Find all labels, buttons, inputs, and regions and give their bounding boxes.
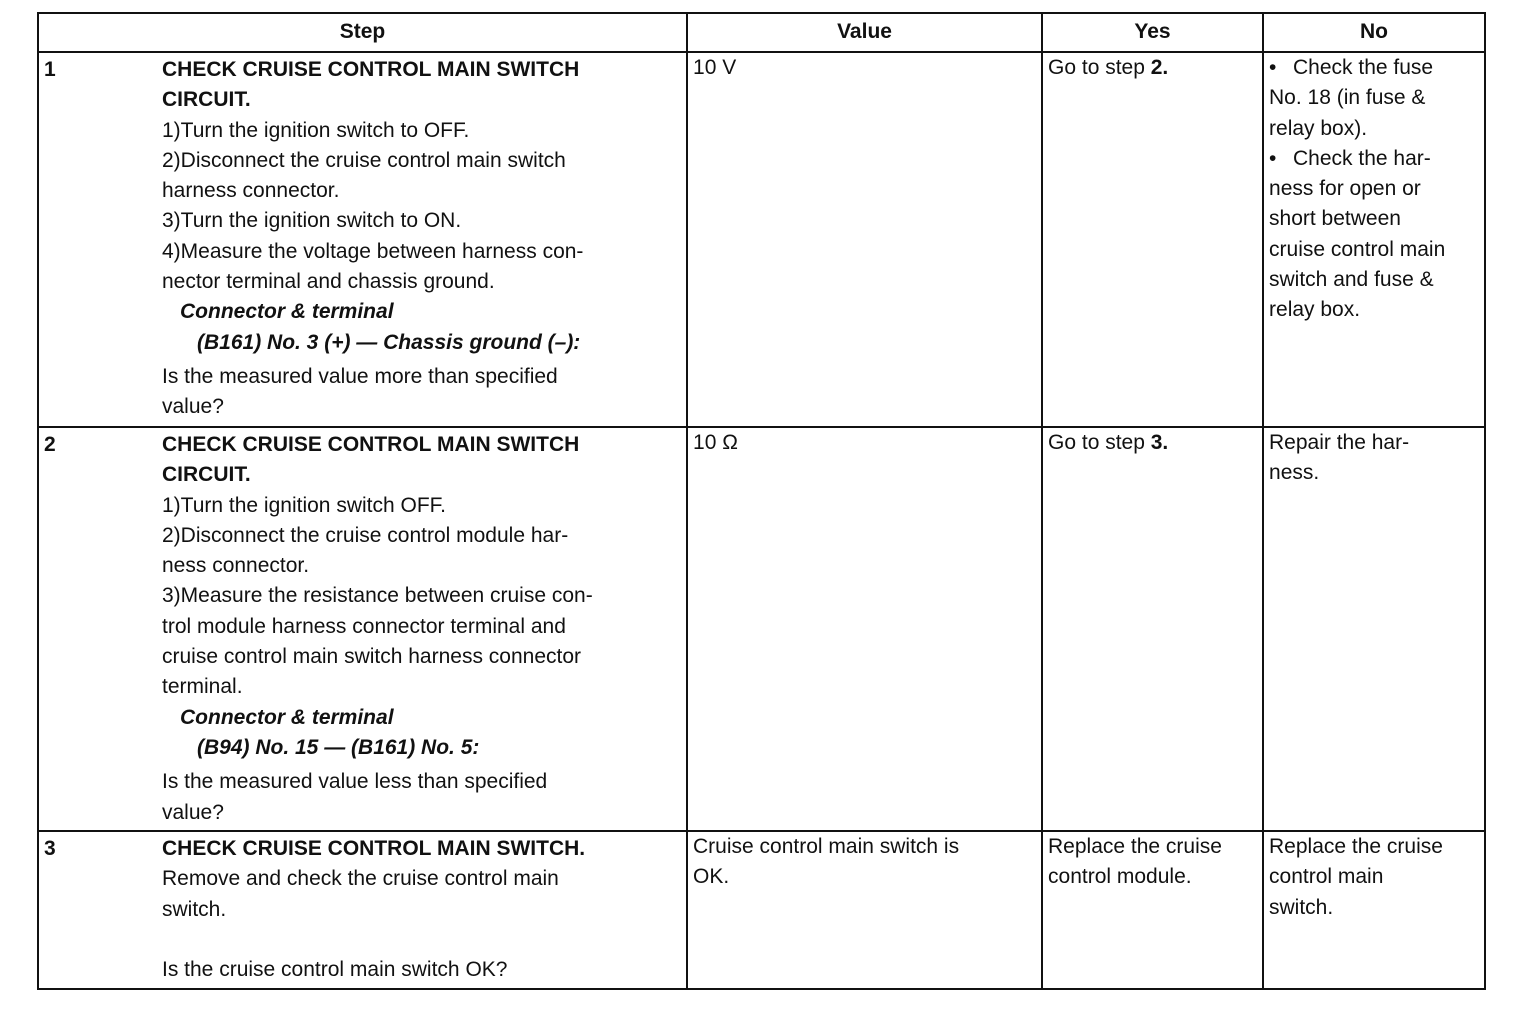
question-line: Is the measured value less than specified (162, 770, 548, 794)
step-cell (161, 831, 687, 989)
connector-terminal: (B94) No. 15 — (B161) No. 5: (197, 735, 480, 759)
question-line: Is the measured value more than specified (162, 364, 558, 388)
no-line: short between (1269, 207, 1401, 231)
step-title: CHECK CRUISE CONTROL MAIN SWITCH (162, 433, 580, 456)
no-line: cruise control main (1269, 237, 1446, 261)
value-line: Cruise control main switch is (693, 835, 960, 858)
value-line: OK. (693, 865, 730, 889)
yes-line: control module. (1048, 865, 1192, 889)
value-cell: 10 Ω (687, 427, 1042, 831)
yes-step-number: 3. (1150, 431, 1169, 454)
step-title: CIRCUIT. (162, 88, 251, 112)
instruction-line: terminal. (162, 675, 243, 699)
header-no: No (1263, 13, 1485, 52)
instruction-line: 3)Measure the resistance between cruise con- (162, 584, 593, 608)
instruction-line: 1)Turn the ignition switch OFF. (162, 493, 446, 517)
no-bullet-item (1269, 144, 1480, 174)
no-line: Check the fuse (1293, 56, 1434, 79)
table-row (38, 52, 1485, 427)
instruction-line: Remove and check the cruise control main (162, 867, 559, 891)
bullet-icon: • (1269, 56, 1277, 79)
no-line: control main (1269, 865, 1384, 889)
yes-cell (1042, 427, 1263, 831)
value-cell (687, 831, 1042, 989)
table-row (38, 831, 1485, 989)
yes-step-number: 2. (1150, 56, 1169, 79)
no-line: No. 18 (in fuse & (1269, 86, 1426, 110)
no-line: relay box. (1269, 298, 1361, 322)
no-line: Replace the cruise (1269, 835, 1443, 858)
diagnostic-table (37, 12, 1486, 990)
step-cell (161, 427, 687, 831)
question-line: Is the cruise control main switch OK? (162, 957, 508, 981)
step-title: CHECK CRUISE CONTROL MAIN SWITCH (162, 58, 580, 81)
step-cell (161, 52, 687, 427)
instruction-line: 2)Disconnect the cruise control main switch (162, 148, 566, 172)
no-line: Repair the har- (1269, 431, 1410, 454)
question-line: value? (162, 800, 224, 824)
question-line: value? (162, 395, 224, 419)
header-row (38, 13, 1485, 52)
yes-line: Replace the cruise (1048, 835, 1222, 858)
yes-cell (1042, 52, 1263, 427)
header-step: Step (38, 13, 687, 52)
instruction-line: trol module harness connector terminal and (162, 614, 566, 638)
step-number: 3 (38, 831, 161, 989)
connector-terminal: (B161) No. 3 (+) — Chassis ground (–): (197, 330, 581, 354)
connector-label: Connector & terminal (180, 705, 394, 729)
header-value: Value (687, 13, 1042, 52)
no-line: ness. (1269, 461, 1320, 485)
yes-cell (1042, 831, 1263, 989)
no-cell (1263, 427, 1485, 831)
bullet-icon: • (1269, 146, 1277, 170)
connector-label: Connector & terminal (180, 300, 394, 324)
step-title: CIRCUIT. (162, 463, 251, 487)
yes-prefix: Go to step (1048, 431, 1151, 454)
instruction-line: nector terminal and chassis ground. (162, 270, 495, 294)
table-row (38, 427, 1485, 831)
instruction-line: 1)Turn the ignition switch to OFF. (162, 118, 470, 142)
instruction-line: cruise control main switch harness connector (162, 645, 582, 669)
no-line: Check the har- (1293, 146, 1431, 170)
step-number: 2 (38, 427, 161, 831)
no-bullet-item (1269, 53, 1480, 83)
no-line: relay box). (1269, 116, 1368, 140)
value-cell: 10 V (687, 52, 1042, 427)
yes-prefix: Go to step (1048, 56, 1151, 79)
no-line: switch and fuse & (1269, 268, 1434, 292)
instruction-line: 2)Disconnect the cruise control module har- (162, 523, 569, 547)
instruction-line: harness connector. (162, 179, 340, 203)
instruction-line: 3)Turn the ignition switch to ON. (162, 209, 462, 233)
instruction-line: switch. (162, 897, 227, 921)
instruction-line: ness connector. (162, 554, 310, 578)
no-line: ness for open or (1269, 177, 1421, 201)
step-number: 1 (38, 52, 161, 427)
header-yes: Yes (1042, 13, 1263, 52)
no-cell (1263, 831, 1485, 989)
step-title: CHECK CRUISE CONTROL MAIN SWITCH. (162, 837, 586, 860)
instruction-line: 4)Measure the voltage between harness con- (162, 239, 584, 263)
no-cell (1263, 52, 1485, 427)
no-line: switch. (1269, 895, 1334, 919)
